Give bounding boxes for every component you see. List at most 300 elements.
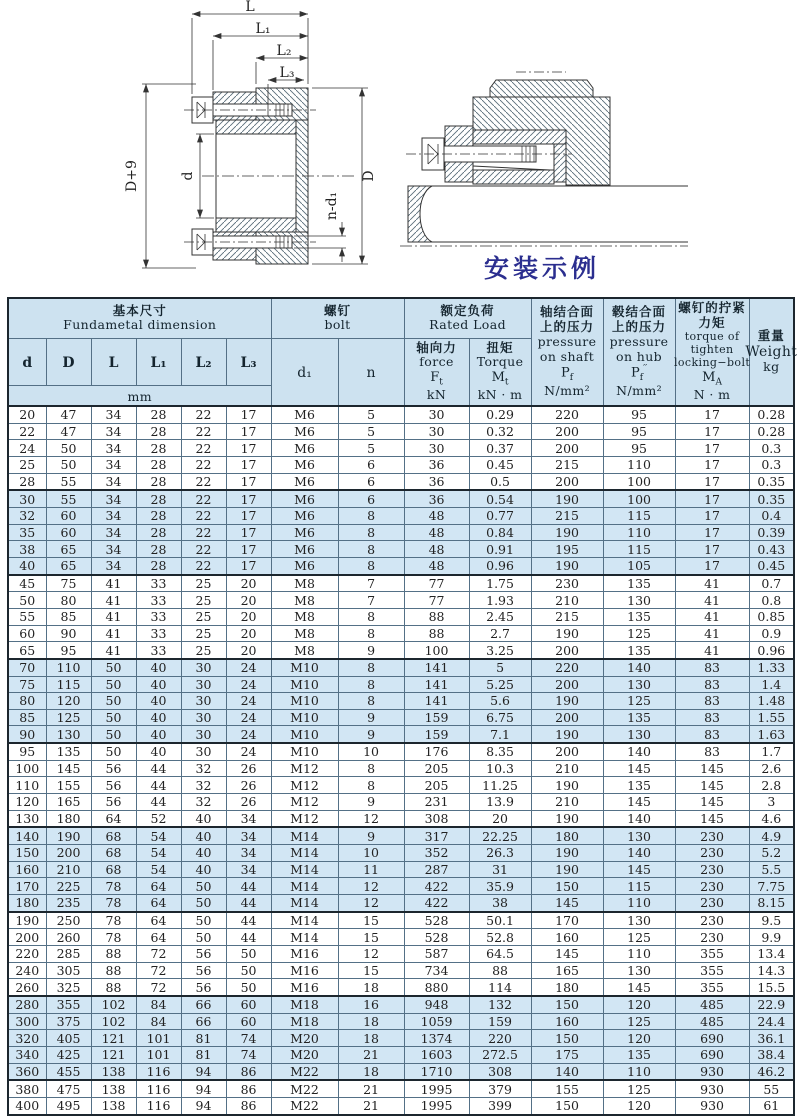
table-cell: 77 — [404, 592, 469, 609]
table-cell: 66 — [181, 996, 226, 1013]
table-cell: 150 — [8, 845, 46, 862]
table-cell: 1603 — [404, 1046, 469, 1063]
table-cell: 1.93 — [469, 592, 531, 609]
table-cell: 135 — [603, 709, 675, 726]
table-cell: 272.5 — [469, 1046, 531, 1063]
table-cell: 0.96 — [749, 642, 794, 659]
table-cell: 68 — [91, 845, 136, 862]
table-cell: 120 — [46, 693, 91, 710]
table-cell: 230 — [675, 929, 749, 946]
table-cell: 140 — [603, 659, 675, 676]
table-cell: 110 — [603, 524, 675, 541]
table-cell: 130 — [603, 676, 675, 693]
table-cell: 240 — [8, 962, 46, 979]
table-cell: 64 — [136, 912, 181, 929]
table-cell: 44 — [136, 794, 181, 811]
table-row — [8, 490, 794, 507]
table-cell: 528 — [404, 929, 469, 946]
table-cell: 220 — [469, 1030, 531, 1047]
table-cell: 88 — [404, 608, 469, 625]
table-cell: 40 — [136, 676, 181, 693]
table-cell: 159 — [404, 709, 469, 726]
table-cell: 17 — [675, 423, 749, 440]
table-cell: 41 — [91, 592, 136, 609]
table-cell: 380 — [8, 1080, 46, 1097]
table-row — [8, 845, 794, 862]
col-header-n: n — [338, 338, 404, 406]
table-cell: 11.25 — [469, 777, 531, 794]
table-cell: 260 — [8, 979, 46, 996]
table-cell: 115 — [603, 878, 675, 895]
table-cell: 38 — [8, 541, 46, 558]
table-row — [8, 912, 794, 929]
table-cell: 190 — [531, 861, 603, 878]
table-cell: M6 — [271, 524, 338, 541]
table-cell: 690 — [675, 1046, 749, 1063]
table-cell: 155 — [531, 1080, 603, 1097]
table-cell: 24.4 — [749, 1013, 794, 1030]
table-cell: 83 — [675, 709, 749, 726]
table-cell: 88 — [404, 625, 469, 642]
table-cell: 10.3 — [469, 760, 531, 777]
table-cell: 12 — [338, 895, 404, 912]
col-header-L: L — [91, 338, 136, 385]
table-cell: 110 — [46, 659, 91, 676]
table-cell: 190 — [531, 557, 603, 574]
table-cell: 24 — [226, 676, 271, 693]
table-cell: 160 — [531, 1013, 603, 1030]
table-cell: 5.25 — [469, 676, 531, 693]
table-cell: 0.37 — [469, 440, 531, 457]
table-cell: 50 — [91, 659, 136, 676]
table-cell: 17 — [675, 440, 749, 457]
table-cell: 11 — [338, 861, 404, 878]
table-cell: 100 — [8, 760, 46, 777]
table-cell: 141 — [404, 693, 469, 710]
table-cell: 40 — [181, 827, 226, 844]
table-cell: 190 — [531, 810, 603, 827]
table-cell: 48 — [404, 557, 469, 574]
table-cell: 24 — [226, 709, 271, 726]
table-cell: 145 — [46, 760, 91, 777]
table-cell: 32 — [181, 760, 226, 777]
table-cell: 215 — [531, 608, 603, 625]
table-cell: 8 — [338, 507, 404, 524]
table-cell: 130 — [8, 810, 46, 827]
table-cell: 140 — [603, 743, 675, 760]
table-cell: 734 — [404, 962, 469, 979]
table-cell: 220 — [531, 406, 603, 423]
table-cell: 8.35 — [469, 743, 531, 760]
table-cell: 930 — [675, 1080, 749, 1097]
table-cell: 94 — [181, 1063, 226, 1080]
table-row — [8, 625, 794, 642]
table-cell: 231 — [404, 794, 469, 811]
table-row — [8, 642, 794, 659]
table-cell: 300 — [8, 1013, 46, 1030]
col-header-D: D — [46, 338, 91, 385]
table-cell: 56 — [91, 760, 136, 777]
table-cell: 230 — [675, 878, 749, 895]
table-cell: 8 — [338, 777, 404, 794]
table-cell: 36 — [404, 456, 469, 473]
table-cell: 159 — [404, 726, 469, 743]
table-cell: 22.9 — [749, 996, 794, 1013]
table-cell: 1995 — [404, 1080, 469, 1097]
table-row — [8, 895, 794, 912]
bore — [217, 135, 296, 218]
table-cell: 8 — [338, 693, 404, 710]
table-cell: 355 — [675, 962, 749, 979]
table-row — [8, 946, 794, 963]
spec-table — [7, 297, 798, 1116]
table-cell: 125 — [603, 625, 675, 642]
table-cell: 21 — [338, 1080, 404, 1097]
table-cell: 78 — [91, 912, 136, 929]
table-cell: 28 — [136, 541, 181, 558]
table-cell: 50 — [181, 929, 226, 946]
table-cell: 30 — [404, 423, 469, 440]
table-cell: 22 — [181, 524, 226, 541]
table-cell: 4.6 — [749, 810, 794, 827]
table-cell: 325 — [46, 979, 91, 996]
table-cell: 17 — [226, 473, 271, 490]
table-row — [8, 777, 794, 794]
table-cell: M22 — [271, 1063, 338, 1080]
table-cell: 0.32 — [469, 423, 531, 440]
table-cell: 180 — [8, 895, 46, 912]
table-cell: 25 — [181, 625, 226, 642]
table-cell: 40 — [136, 726, 181, 743]
table-cell: 6 — [338, 473, 404, 490]
table-cell: 90 — [8, 726, 46, 743]
table-cell: 88 — [91, 946, 136, 963]
table-cell: 18 — [338, 1030, 404, 1047]
table-cell: 95 — [603, 440, 675, 457]
table-cell: 145 — [675, 777, 749, 794]
table-cell: 32 — [8, 507, 46, 524]
svg-text:D: D — [361, 170, 377, 182]
table-cell: M14 — [271, 845, 338, 862]
spec-table-header — [8, 298, 798, 406]
table-cell: 230 — [675, 827, 749, 844]
table-cell: 56 — [181, 946, 226, 963]
table-cell: 1.33 — [749, 659, 794, 676]
table-cell: 125 — [603, 1013, 675, 1030]
table-cell: 64 — [136, 929, 181, 946]
table-cell: 90 — [46, 625, 91, 642]
table-cell: M14 — [271, 895, 338, 912]
table-cell: 135 — [603, 777, 675, 794]
table-cell: 120 — [603, 1097, 675, 1114]
table-cell: 130 — [603, 827, 675, 844]
table-cell: 20 — [469, 810, 531, 827]
table-cell: 85 — [8, 709, 46, 726]
table-cell: 41 — [675, 625, 749, 642]
table-cell: 61 — [749, 1097, 794, 1114]
table-cell: 20 — [226, 642, 271, 659]
table-cell: 17 — [675, 557, 749, 574]
table-cell: 0.7 — [749, 575, 794, 592]
table-cell: 100 — [603, 490, 675, 507]
table-cell: 83 — [675, 743, 749, 760]
table-cell: 81 — [181, 1030, 226, 1047]
table-cell: 352 — [404, 845, 469, 862]
table-cell: 18 — [338, 1063, 404, 1080]
table-cell: 50 — [226, 979, 271, 996]
table-cell: 2.8 — [749, 777, 794, 794]
table-cell: M8 — [271, 608, 338, 625]
table-cell: 24 — [226, 659, 271, 676]
svg-text:L₁: L₁ — [255, 21, 271, 37]
table-cell: 30 — [181, 659, 226, 676]
table-cell: 50.1 — [469, 912, 531, 929]
table-cell: 190 — [531, 524, 603, 541]
table-cell: 138 — [91, 1063, 136, 1080]
table-cell: 215 — [531, 456, 603, 473]
table-cell: 20 — [226, 592, 271, 609]
table-cell: 31 — [469, 861, 531, 878]
table-cell: 100 — [404, 642, 469, 659]
table-cell: 95 — [46, 642, 91, 659]
table-cell: 0.5 — [469, 473, 531, 490]
table-cell: 40 — [8, 557, 46, 574]
table-cell: 33 — [136, 575, 181, 592]
table-cell: 145 — [675, 794, 749, 811]
table-cell: 56 — [181, 979, 226, 996]
table-cell: 78 — [91, 895, 136, 912]
table-row — [8, 979, 794, 996]
table-cell: 115 — [603, 507, 675, 524]
table-cell: 200 — [531, 473, 603, 490]
table-cell: 60 — [46, 507, 91, 524]
installation-example-drawing — [398, 58, 690, 248]
svg-text:L: L — [245, 0, 255, 15]
table-cell: M18 — [271, 1013, 338, 1030]
table-cell: 30 — [404, 440, 469, 457]
table-cell: 75 — [46, 575, 91, 592]
table-cell: M12 — [271, 794, 338, 811]
table-cell: 48 — [404, 507, 469, 524]
table-cell: 100 — [603, 473, 675, 490]
table-cell: 0.3 — [749, 440, 794, 457]
table-cell: 28 — [136, 524, 181, 541]
table-row — [8, 1080, 794, 1097]
table-cell: 495 — [46, 1097, 91, 1114]
table-cell: M14 — [271, 827, 338, 844]
table-cell: 70 — [8, 659, 46, 676]
table-cell: 8 — [338, 608, 404, 625]
table-cell: 120 — [603, 996, 675, 1013]
table-cell: 159 — [469, 1013, 531, 1030]
table-cell: 375 — [46, 1013, 91, 1030]
table-cell: 44 — [136, 777, 181, 794]
table-cell: 160 — [8, 861, 46, 878]
table-cell: 280 — [8, 996, 46, 1013]
table-cell: 7.1 — [469, 726, 531, 743]
table-cell: 400 — [8, 1097, 46, 1114]
table-cell: 8 — [338, 676, 404, 693]
table-cell: 94 — [181, 1080, 226, 1097]
table-cell: 308 — [404, 810, 469, 827]
group-header-bolt: 螺钉 bolt — [271, 298, 404, 338]
table-cell: 55 — [8, 608, 46, 625]
table-cell: 180 — [46, 810, 91, 827]
table-cell: 120 — [8, 794, 46, 811]
table-cell: 190 — [531, 845, 603, 862]
table-cell: 150 — [531, 1097, 603, 1114]
table-cell: M16 — [271, 946, 338, 963]
table-cell: 17 — [675, 490, 749, 507]
table-cell: 40 — [181, 845, 226, 862]
table-cell: 50 — [91, 726, 136, 743]
table-row — [8, 693, 794, 710]
table-cell: 40 — [136, 743, 181, 760]
table-cell: 121 — [91, 1030, 136, 1047]
table-cell: 50 — [91, 743, 136, 760]
table-row — [8, 608, 794, 625]
table-cell: 52.8 — [469, 929, 531, 946]
table-cell: 88 — [91, 962, 136, 979]
table-cell: 20 — [8, 406, 46, 423]
table-cell: 110 — [603, 946, 675, 963]
table-cell: 78 — [91, 929, 136, 946]
table-cell: 170 — [531, 912, 603, 929]
table-cell: 175 — [531, 1046, 603, 1063]
table-row — [8, 456, 794, 473]
table-cell: 41 — [675, 592, 749, 609]
table-cell: 230 — [675, 861, 749, 878]
table-cell: 17 — [226, 440, 271, 457]
table-cell: 60 — [8, 625, 46, 642]
table-cell: 6.75 — [469, 709, 531, 726]
table-cell: 2.7 — [469, 625, 531, 642]
table-cell: 125 — [603, 1080, 675, 1097]
table-cell: 83 — [675, 676, 749, 693]
table-cell: 102 — [91, 996, 136, 1013]
table-cell: 34 — [226, 861, 271, 878]
table-cell: 72 — [136, 962, 181, 979]
table-cell: 230 — [675, 845, 749, 862]
table-cell: 1374 — [404, 1030, 469, 1047]
table-cell: 1.75 — [469, 575, 531, 592]
table-cell: 205 — [404, 760, 469, 777]
table-cell: 355 — [46, 996, 91, 1013]
table-cell: 40 — [136, 693, 181, 710]
table-cell: 125 — [603, 693, 675, 710]
table-cell: 200 — [531, 676, 603, 693]
table-cell: M14 — [271, 929, 338, 946]
table-cell: 30 — [8, 490, 46, 507]
table-cell: 115 — [46, 676, 91, 693]
table-row — [8, 524, 794, 541]
table-cell: 7 — [338, 592, 404, 609]
table-cell: 0.96 — [469, 557, 531, 574]
table-cell: 28 — [136, 507, 181, 524]
table-cell: 17 — [226, 524, 271, 541]
table-cell: 44 — [226, 895, 271, 912]
table-cell: 8 — [338, 625, 404, 642]
table-cell: 8.15 — [749, 895, 794, 912]
table-cell: 5 — [338, 406, 404, 423]
table-cell: 260 — [46, 929, 91, 946]
table-row — [8, 861, 794, 878]
table-cell: 20 — [226, 575, 271, 592]
table-cell: 34 — [226, 827, 271, 844]
table-cell: 190 — [531, 777, 603, 794]
table-cell: 120 — [603, 1030, 675, 1047]
table-cell: 40 — [136, 709, 181, 726]
table-cell: 28 — [136, 440, 181, 457]
table-row — [8, 473, 794, 490]
table-cell: 165 — [46, 794, 91, 811]
table-cell: 77 — [404, 575, 469, 592]
table-row — [8, 743, 794, 760]
table-row — [8, 557, 794, 574]
table-cell: 26 — [226, 760, 271, 777]
table-cell: 8 — [338, 760, 404, 777]
table-row — [8, 810, 794, 827]
table-cell: 116 — [136, 1063, 181, 1080]
table-cell: M10 — [271, 726, 338, 743]
table-cell: 54 — [136, 861, 181, 878]
table-cell: 355 — [675, 979, 749, 996]
table-row — [8, 726, 794, 743]
col-header-L1: L₁ — [136, 338, 181, 385]
table-cell: 60 — [46, 524, 91, 541]
col-header-L3: L₃ — [226, 338, 271, 385]
table-cell: 16 — [338, 996, 404, 1013]
table-cell: 35 — [8, 524, 46, 541]
group-header-rated-load: 额定负荷 Rated Load — [404, 298, 531, 338]
table-cell: 475 — [46, 1080, 91, 1097]
table-cell: 0.84 — [469, 524, 531, 541]
table-cell: 95 — [603, 423, 675, 440]
table-cell: 230 — [531, 575, 603, 592]
table-cell: 50 — [91, 676, 136, 693]
table-cell: 83 — [675, 726, 749, 743]
table-cell: 5.5 — [749, 861, 794, 878]
table-cell: M6 — [271, 541, 338, 558]
table-cell: 690 — [675, 1030, 749, 1047]
table-cell: 30 — [404, 406, 469, 423]
table-cell: 35.9 — [469, 878, 531, 895]
table-cell: 28 — [8, 473, 46, 490]
table-row — [8, 507, 794, 524]
table-cell: 215 — [531, 507, 603, 524]
table-cell: 80 — [46, 592, 91, 609]
table-cell: 65 — [46, 541, 91, 558]
table-cell: 47 — [46, 406, 91, 423]
table-cell: 44 — [136, 760, 181, 777]
table-cell: 45 — [8, 575, 46, 592]
table-cell: 25 — [181, 575, 226, 592]
table-cell: 50 — [226, 946, 271, 963]
col-header-pressure-shaft: 轴结合面 上的压力 pressure on shaft $P_f$ N/mm² — [531, 298, 603, 406]
table-cell: 88 — [469, 962, 531, 979]
table-cell: M6 — [271, 423, 338, 440]
table-cell: 6 — [338, 456, 404, 473]
table-cell: 115 — [603, 541, 675, 558]
table-cell: 130 — [46, 726, 91, 743]
table-cell: 230 — [675, 912, 749, 929]
table-cell: 17 — [675, 456, 749, 473]
table-cell: 88 — [91, 979, 136, 996]
table-row — [8, 659, 794, 676]
table-cell: 41 — [675, 642, 749, 659]
table-cell: 141 — [404, 676, 469, 693]
table-row — [8, 406, 794, 423]
